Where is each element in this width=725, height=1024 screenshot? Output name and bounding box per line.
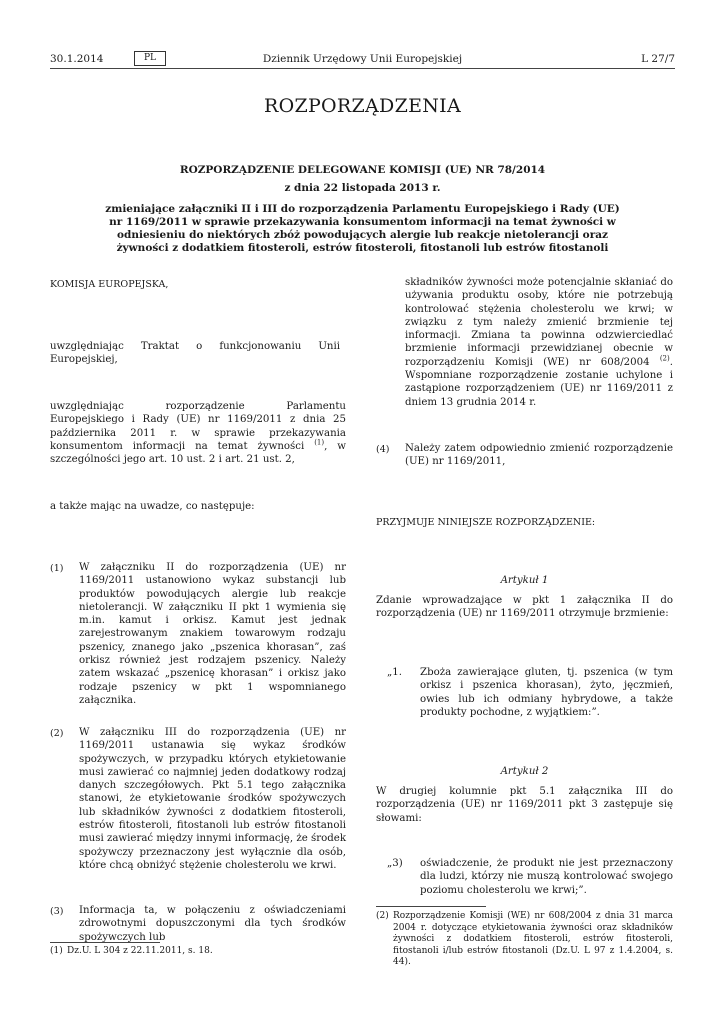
recital-number-4: (4) (376, 444, 390, 455)
recital-number-3: (3) (50, 906, 64, 917)
footnote-1: Dz.U. L 304 z 22.11.2011, s. 18. (67, 946, 213, 956)
recital-2: W załączniku III do rozporządzenia (UE) nr 1169/2011 ustanawia się wykaz środków spożywczych, w przypadku których etykietowanie musi zawierać co najmniej jeden dodatkowy rodzaj danych szczegółowych. Pkt 5.1 tego załącznika stanowi, że etykietowanie środków spożywczych lub składników żywności z dodatkiem fitosteroli, estrów fitosteroli, fitostanoli lub estrów fitostanoli musi zawierać między innymi informację, że środek spożywczy przeznaczony jest wyłącznie dla osób, które chcą obniżyć stężenie cholesterolu we krwi. (79, 727, 346, 871)
regulation-title: ROZPORZĄDZENIE DELEGOWANE KOMISJI (UE) NR 78/2014 (179, 164, 546, 176)
adoption-formula: PRZYJMUJE NINIEJSZE ROZPORZĄDZENIE: (376, 517, 596, 528)
article-1-text: Zdanie wprowadzające w pkt 1 załącznika II do rozporządzenia (UE) nr 1169/2011 otrzymuje brzmienie: (376, 595, 673, 620)
footnote-divider-left (50, 942, 160, 943)
recital-number-1: (1) (50, 563, 64, 574)
footnote-ref-2[interactable]: (2) (659, 354, 670, 363)
header-page-number: L 27/7 (641, 53, 675, 65)
recital-3-continued-end: . Wspomniane rozporządzenie zostanie uchylone i zastąpione rozporządzeniem (UE) nr 1169/2011 z dniem 13 grudnia 2014 r. (405, 356, 673, 408)
article-2-text: W drugiej kolumnie pkt 5.1 załącznika III do rozporządzenia (UE) nr 1169/2011 pkt 3 zastępuje się słowami: (376, 786, 673, 824)
having-regard-regulation-end: , w szczególności jego art. 10 ust. 2 i art. 21 ust. 2, (50, 440, 347, 466)
whereas-intro: a także mając na uwadze, co następuje: (50, 501, 255, 512)
commission-line: KOMISJA EUROPEJSKA, (50, 279, 169, 290)
footnote-divider-right (376, 906, 486, 907)
footnote-mark-2: (2) (376, 911, 389, 921)
having-regard-treaty: uwzględniając Traktat o funkcjonowaniu Unii Europejskiej, (50, 341, 340, 366)
recital-3-continued-text: składników żywności może potencjalnie skłaniać do używania produktu osoby, które nie potrzebują kontrolować stężenia cholesterolu we krwi; w związku z tym należy zmienić brzmienie tej informacji. Zmiana ta powinna odzwierciedlać brzmienie informacji przewidzianej obecnie w rozporządzeniu Komisji (WE) nr 608/2004 (405, 277, 673, 368)
having-regard-regulation-text: uwzględniając rozporządzenie Parlamentu Europejskiego i Rady (UE) nr 1169/2011 z dnia 25 października 2011 r. w sprawie przekazywania konsumentom informacji na temat żywności (50, 401, 346, 452)
article-1-quote: Zboża zawierające gluten, tj. pszenica (w tym orkisz i pszenica khorasan), żyto, jęczmień, owies lub ich odmiany hybrydowe, a także produkty pochodne, z wyjątkiem:”. (420, 667, 673, 718)
section-title: ROZPORZĄDZENIA (263, 95, 462, 117)
regulation-date: z dnia 22 listopada 2013 r. (284, 182, 441, 194)
article-2-quote-number: „3) (387, 858, 403, 869)
recital-number-2: (2) (50, 728, 64, 739)
recital-3: Informacja ta, w połączeniu z oświadczeniami zdrowotnymi dopuszczonymi dla tych środków spożywczych lub (79, 905, 346, 943)
recital-1: W załączniku II do rozporządzenia (UE) nr 1169/2011 ustanowiono wykaz substancji lub produktów powodujących alergie lub reakcje nietolerancji. W załączniku II pkt 1 wymienia się m.in. kamut i orkisz. Kamut jest jednak zarejestrowanym znakiem towarowym rodzaju pszenicy, znanego jako „pszenica khorasan”, zaś orkisz również jest rodzajem pszenicy. Należy zatem wskazać „pszenicę khorasan” i orkisz jako rodzaje pszenicy w pkt 1 wspomnianego załącznika. (79, 562, 346, 706)
footnote-mark-1: (1) (50, 946, 63, 956)
journal-title: Dziennik Urzędowy Unii Europejskiej (262, 53, 463, 65)
having-regard-regulation (50, 400, 346, 466)
footnote-ref-1[interactable]: (1) (314, 438, 325, 447)
article-2-title: Artykuł 2 (500, 766, 549, 777)
header-date: 30.1.2014 (50, 53, 104, 65)
footnote-2: Rozporządzenie Komisji (WE) nr 608/2004 z dnia 31 marca 2004 r. dotyczące etykietowania żywności oraz składników żywności z dodatkiem fitosteroli, estrów fitosteroli, fitostanoli i/lub estrów fitostanoli (Dz.U. L 97 z 1.4.2004, s. 44). (393, 911, 673, 967)
header-divider (50, 68, 675, 69)
language-badge: PL (134, 51, 166, 66)
article-1-quote-number: „1. (387, 667, 402, 678)
recital-4: Należy zatem odpowiednio zmienić rozporządzenie (UE) nr 1169/2011, (405, 443, 673, 468)
regulation-subject: zmieniające załączniki II i III do rozporządzenia Parlamentu Europejskiego i Rady (UE) nr 1169/2011 w sprawie przekazywania konsumentom informacji na temat żywności w odniesieniu do niektórych zbóż powodujących alergie lub reakcje nietolerancji oraz żywności z dodatkiem fitosteroli, estrów fitosteroli, fitostanoli lub estrów fitostanoli (105, 203, 620, 254)
article-1-title: Artykuł 1 (500, 575, 549, 586)
article-2-quote: oświadczenie, że produkt nie jest przeznaczony dla ludzi, którzy nie muszą kontrolować swojego poziomu cholesterolu we krwi;”. (420, 858, 673, 896)
recital-3-continued (405, 276, 673, 409)
